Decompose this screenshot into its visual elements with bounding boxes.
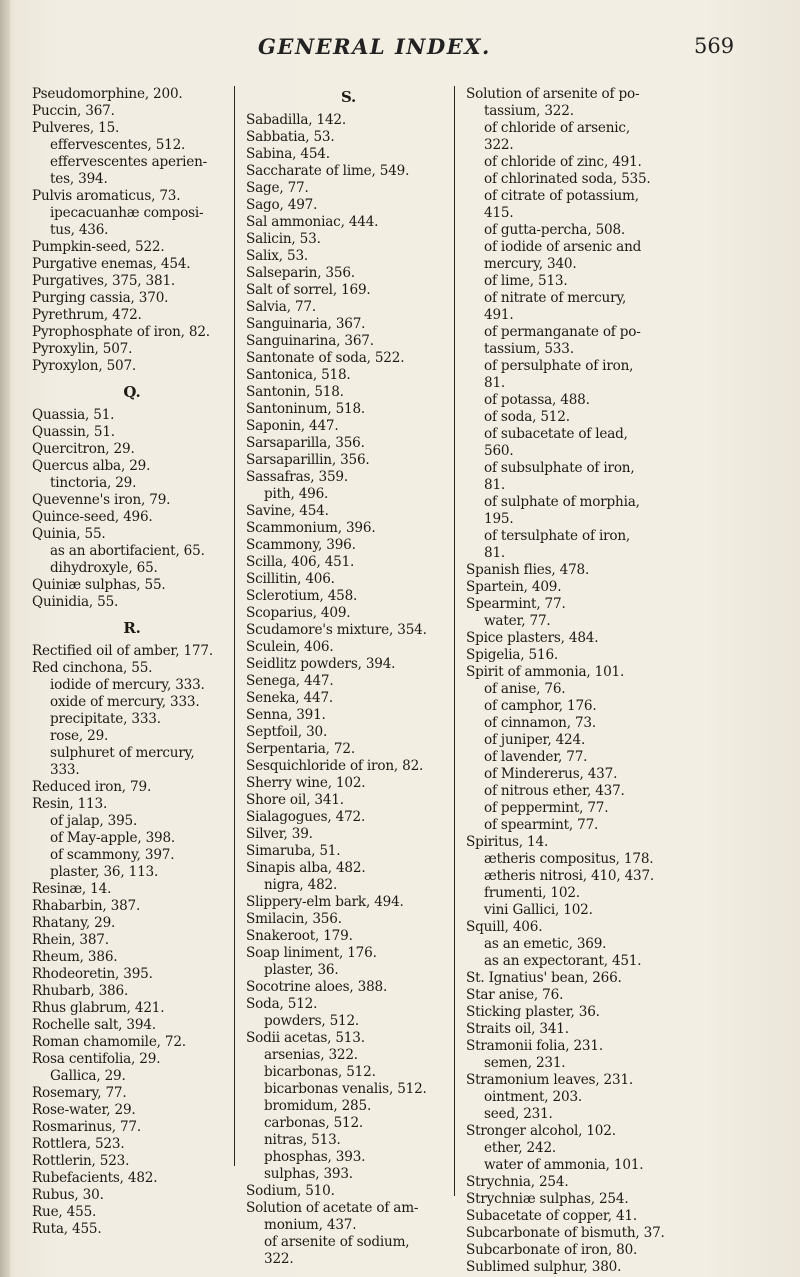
index-entry: Ruta, 455. — [32, 1221, 102, 1237]
index-subentry: 195. — [484, 511, 514, 527]
index-entry: Sarsaparilla, 356. — [246, 435, 365, 451]
index-entry: Santonica, 518. — [246, 367, 351, 383]
index-entry: Senna, 391. — [246, 707, 326, 723]
index-subentry: 560. — [484, 443, 514, 459]
index-subentry: of subacetate of lead, — [484, 426, 628, 442]
index-entry: Sanguinaria, 367. — [246, 316, 366, 332]
index-entry: Straits oil, 341. — [466, 1021, 569, 1037]
index-subentry: of juniper, 424. — [484, 732, 586, 748]
index-entry: Seneka, 447. — [246, 690, 334, 706]
index-entry: Savine, 454. — [246, 503, 329, 519]
index-entry: Sublimed sulphur, 380. — [466, 1259, 622, 1275]
index-subentry: of anise, 76. — [484, 681, 566, 697]
index-entry: Scudamore's mixture, 354. — [246, 622, 427, 638]
index-entry: Saponin, 447. — [246, 418, 339, 434]
section-letter: S. — [340, 88, 357, 106]
index-entry: Purgatives, 375, 381. — [32, 273, 176, 289]
index-entry: Socotrine aloes, 388. — [246, 979, 388, 995]
index-subentry: of nitrate of mercury, — [484, 290, 627, 306]
index-entry: Strychnia, 254. — [466, 1174, 569, 1190]
index-subentry: tinctoria, 29. — [50, 475, 137, 491]
index-entry: Roman chamomile, 72. — [32, 1034, 186, 1050]
index-subentry: of lavender, 77. — [484, 749, 588, 765]
index-entry: Rosa centifolia, 29. — [32, 1051, 161, 1067]
index-entry: Subacetate of copper, 41. — [466, 1208, 637, 1224]
index-subentry: tassium, 322. — [484, 103, 574, 119]
index-subentry: precipitate, 333. — [50, 711, 161, 727]
index-subentry: water of ammonia, 101. — [484, 1157, 644, 1173]
index-entry: Quercus alba, 29. — [32, 458, 151, 474]
index-entry: Spigelia, 516. — [466, 647, 559, 663]
page-header — [0, 34, 800, 74]
index-subentry: bicarbonas venalis, 512. — [264, 1081, 427, 1097]
index-entry: Rhabarbin, 387. — [32, 898, 141, 914]
index-entry: Stramonium leaves, 231. — [466, 1072, 634, 1088]
index-subentry: bromidum, 285. — [264, 1098, 372, 1114]
index-entry: Pulvis aromaticus, 73. — [32, 188, 181, 204]
index-subentry: as an expectorant, 451. — [484, 953, 642, 969]
index-entry: Subcarbonate of iron, 80. — [466, 1242, 638, 1258]
index-subentry: mercury, 340. — [484, 256, 577, 272]
index-entry: Sarsaparillin, 356. — [246, 452, 370, 468]
index-entry: Rhein, 387. — [32, 932, 109, 948]
index-entry: Slippery-elm bark, 494. — [246, 894, 404, 910]
index-entry: Senega, 447. — [246, 673, 334, 689]
index-entry: Rottlerin, 523. — [32, 1153, 130, 1169]
index-entry: Rhodeoretin, 395. — [32, 966, 153, 982]
index-entry: Silver, 39. — [246, 826, 313, 842]
index-subentry: oxide of mercury, 333. — [50, 694, 200, 710]
index-entry: Subcarbonate of bismuth, 37. — [466, 1225, 665, 1241]
index-entry: Rhus glabrum, 421. — [32, 1000, 165, 1016]
index-entry: Solution of arsenite of po- — [466, 86, 640, 102]
index-subentry: of chlorinated soda, 535. — [484, 171, 651, 187]
index-subentry: plaster, 36, 113. — [50, 864, 159, 880]
index-entry: Rosmarinus, 77. — [32, 1119, 141, 1135]
index-entry: Sodii acetas, 513. — [246, 1030, 365, 1046]
index-entry: Seidlitz powders, 394. — [246, 656, 396, 672]
index-entry: Scammony, 396. — [246, 537, 356, 553]
index-entry: Sculein, 406. — [246, 639, 334, 655]
index-subentry: frumenti, 102. — [484, 885, 580, 901]
index-subentry: 491. — [484, 307, 514, 323]
index-entry: Spiritus, 14. — [466, 834, 549, 850]
index-entry: Rosemary, 77. — [32, 1085, 127, 1101]
index-entry: Santonate of soda, 522. — [246, 350, 405, 366]
index-column-middle — [246, 86, 451, 1268]
section-letter: R. — [123, 619, 141, 637]
index-subentry: tassium, 533. — [484, 341, 574, 357]
index-entry: Sanguinarina, 367. — [246, 333, 374, 349]
index-entry: Santonin, 518. — [246, 384, 344, 400]
index-entry: Smilacin, 356. — [246, 911, 342, 927]
index-entry: Scillitin, 406. — [246, 571, 335, 587]
index-subentry: of persulphate of iron, — [484, 358, 634, 374]
index-subentry: ætheris nitrosi, 410, 437. — [484, 868, 655, 884]
index-subentry: 81. — [484, 375, 506, 391]
index-entry: Sal ammoniac, 444. — [246, 214, 379, 230]
index-entry: Sage, 77. — [246, 180, 309, 196]
index-subentry: 322. — [264, 1251, 294, 1267]
index-entry: Rhatany, 29. — [32, 915, 116, 931]
index-subentry: semen, 231. — [484, 1055, 566, 1071]
index-entry: Rubefacients, 482. — [32, 1170, 158, 1186]
index-entry: Quercitron, 29. — [32, 441, 135, 457]
index-entry: Snakeroot, 179. — [246, 928, 353, 944]
index-entry: Reduced iron, 79. — [32, 779, 152, 795]
index-entry: Sherry wine, 102. — [246, 775, 366, 791]
index-subentry: carbonas, 512. — [264, 1115, 364, 1131]
index-subentry: ointment, 203. — [484, 1089, 583, 1105]
index-subentry: of May-apple, 398. — [50, 830, 176, 846]
index-column-left — [32, 86, 232, 1238]
index-entry: Resinæ, 14. — [32, 881, 112, 897]
index-entry: Quince-seed, 496. — [32, 509, 153, 525]
index-entry: Spearmint, 77. — [466, 596, 566, 612]
index-entry: Pseudomorphine, 200. — [32, 86, 183, 102]
index-entry: Pyroxylin, 507. — [32, 341, 133, 357]
index-subentry: rose, 29. — [50, 728, 109, 744]
index-entry: Squill, 406. — [466, 919, 543, 935]
index-subentry: tus, 436. — [50, 222, 109, 238]
index-entry: Santoninum, 518. — [246, 401, 366, 417]
index-entry: Rheum, 386. — [32, 949, 118, 965]
index-entry: Salix, 53. — [246, 248, 309, 264]
index-entry: Scilla, 406, 451. — [246, 554, 355, 570]
index-entry: Red cinchona, 55. — [32, 660, 153, 676]
index-subentry: 322. — [484, 137, 514, 153]
index-subentry: of tersulphate of iron, — [484, 528, 631, 544]
index-subentry: of spearmint, 77. — [484, 817, 599, 833]
index-subentry: tes, 394. — [50, 171, 108, 187]
index-entry: Strychniæ sulphas, 254. — [466, 1191, 629, 1207]
index-entry: Quiniæ sulphas, 55. — [32, 577, 166, 593]
column-divider — [454, 86, 455, 1196]
index-subentry: nitras, 513. — [264, 1132, 341, 1148]
index-entry: Salt of sorrel, 169. — [246, 282, 371, 298]
index-entry: Spirit of ammonia, 101. — [466, 664, 625, 680]
index-entry: Sticking plaster, 36. — [466, 1004, 600, 1020]
index-column-right — [466, 86, 796, 1276]
section-letter: Q. — [123, 383, 141, 401]
index-subentry: of arsenite of sodium, — [264, 1234, 410, 1250]
index-entry: Saccharate of lime, 549. — [246, 163, 410, 179]
index-subentry: ipecacuanhæ composi- — [50, 205, 204, 221]
index-subentry: effervescentes aperien- — [50, 154, 208, 170]
index-entry: Sabadilla, 142. — [246, 112, 346, 128]
index-subentry: as an emetic, 369. — [484, 936, 607, 952]
index-subentry: pith, 496. — [264, 486, 329, 502]
index-entry: Shore oil, 341. — [246, 792, 344, 808]
index-subentry: 81. — [484, 477, 506, 493]
index-subentry: seed, 231. — [484, 1106, 553, 1122]
index-entry: Septfoil, 30. — [246, 724, 328, 740]
index-entry: Pumpkin-seed, 522. — [32, 239, 165, 255]
index-subentry: of peppermint, 77. — [484, 800, 609, 816]
index-subentry: 333. — [50, 762, 80, 778]
index-subentry: 415. — [484, 205, 514, 221]
index-entry: Soap liniment, 176. — [246, 945, 377, 961]
index-entry: Sago, 497. — [246, 197, 318, 213]
index-entry: Quevenne's iron, 79. — [32, 492, 171, 508]
index-entry: Stramonii folia, 231. — [466, 1038, 603, 1054]
index-entry: Purgative enemas, 454. — [32, 256, 191, 272]
index-entry: Rhubarb, 386. — [32, 983, 129, 999]
index-subentry: Gallica, 29. — [50, 1068, 126, 1084]
index-subentry: of chloride of zinc, 491. — [484, 154, 642, 170]
index-subentry: 81. — [484, 545, 506, 561]
index-entry: Simaruba, 51. — [246, 843, 341, 859]
index-entry: Sabbatia, 53. — [246, 129, 335, 145]
index-entry: Sodium, 510. — [246, 1183, 335, 1199]
index-entry: Resin, 113. — [32, 796, 108, 812]
index-entry: Scammonium, 396. — [246, 520, 376, 536]
index-subentry: of scammony, 397. — [50, 847, 175, 863]
index-entry: Salicin, 53. — [246, 231, 321, 247]
index-entry: Quassia, 51. — [32, 407, 115, 423]
index-entry: Star anise, 76. — [466, 987, 564, 1003]
index-entry: Sinapis alba, 482. — [246, 860, 366, 876]
index-entry: Sassafras, 359. — [246, 469, 348, 485]
running-title: GENERAL INDEX. — [258, 34, 491, 59]
index-subentry: of cinnamon, 73. — [484, 715, 597, 731]
index-entry: Quinia, 55. — [32, 526, 106, 542]
index-entry: Spartein, 409. — [466, 579, 562, 595]
index-entry: Salseparin, 356. — [246, 265, 355, 281]
index-subentry: of potassa, 488. — [484, 392, 590, 408]
index-entry: Quinidia, 55. — [32, 594, 119, 610]
index-entry: Spanish flies, 478. — [466, 562, 590, 578]
index-entry: Spice plasters, 484. — [466, 630, 599, 646]
index-subentry: vini Gallici, 102. — [484, 902, 593, 918]
index-entry: Sialagogues, 472. — [246, 809, 366, 825]
index-entry: Rochelle salt, 394. — [32, 1017, 156, 1033]
index-entry: Sclerotium, 458. — [246, 588, 358, 604]
index-entry: Rottlera, 523. — [32, 1136, 125, 1152]
index-entry: Quassin, 51. — [32, 424, 115, 440]
index-subentry: plaster, 36. — [264, 962, 339, 978]
index-subentry: phosphas, 393. — [264, 1149, 366, 1165]
index-subentry: as an abortifacient, 65. — [50, 543, 205, 559]
index-subentry: water, 77. — [484, 613, 551, 629]
index-entry: Sabina, 454. — [246, 146, 330, 162]
index-subentry: of permanganate of po- — [484, 324, 641, 340]
index-subentry: effervescentes, 512. — [50, 137, 186, 153]
index-entry: St. Ignatius' bean, 266. — [466, 970, 622, 986]
index-subentry: arsenias, 322. — [264, 1047, 358, 1063]
index-subentry: of nitrous ether, 437. — [484, 783, 625, 799]
index-subentry: of subsulphate of iron, — [484, 460, 635, 476]
index-subentry: ætheris compositus, 178. — [484, 851, 654, 867]
index-subentry: of jalap, 395. — [50, 813, 138, 829]
index-subentry: sulphuret of mercury, — [50, 745, 195, 761]
index-subentry: powders, 512. — [264, 1013, 360, 1029]
index-entry: Pyroxylon, 507. — [32, 358, 137, 374]
index-subentry: of Mindererus, 437. — [484, 766, 618, 782]
index-entry: Rose-water, 29. — [32, 1102, 136, 1118]
index-subentry: ether, 242. — [484, 1140, 557, 1156]
index-subentry: of iodide of arsenic and — [484, 239, 642, 255]
index-entry: Sesquichloride of iron, 82. — [246, 758, 424, 774]
index-subentry: dihydroxyle, 65. — [50, 560, 158, 576]
page-number: 569 — [694, 34, 735, 58]
index-subentry: nigra, 482. — [264, 877, 338, 893]
index-entry: Rue, 455. — [32, 1204, 97, 1220]
index-entry: Rubus, 30. — [32, 1187, 104, 1203]
index-entry: Pyrophosphate of iron, 82. — [32, 324, 210, 340]
index-entry: Soda, 512. — [246, 996, 318, 1012]
page-binding-edge — [0, 0, 10, 1277]
index-subentry: of lime, 513. — [484, 273, 568, 289]
index-subentry: of chloride of arsenic, — [484, 120, 630, 136]
index-entry: Scoparius, 409. — [246, 605, 351, 621]
index-entry: Serpentaria, 72. — [246, 741, 355, 757]
index-entry: Stronger alcohol, 102. — [466, 1123, 616, 1139]
index-subentry: of camphor, 176. — [484, 698, 597, 714]
index-subentry: monium, 437. — [264, 1217, 357, 1233]
index-entry: Purging cassia, 370. — [32, 290, 169, 306]
index-entry: Solution of acetate of am- — [246, 1200, 419, 1216]
index-entry: Puccin, 367. — [32, 103, 115, 119]
index-entry: Salvia, 77. — [246, 299, 316, 315]
index-entry: Pulveres, 15. — [32, 120, 120, 136]
index-subentry: of sulphate of morphia, — [484, 494, 640, 510]
index-subentry: bicarbonas, 512. — [264, 1064, 376, 1080]
index-subentry: of gutta-percha, 508. — [484, 222, 626, 238]
index-subentry: of citrate of potassium, — [484, 188, 639, 204]
index-subentry: of soda, 512. — [484, 409, 570, 425]
column-divider — [234, 86, 235, 1166]
index-entry: Rectified oil of amber, 177. — [32, 643, 213, 659]
index-subentry: iodide of mercury, 333. — [50, 677, 205, 693]
index-subentry: sulphas, 393. — [264, 1166, 353, 1182]
index-entry: Pyrethrum, 472. — [32, 307, 142, 323]
